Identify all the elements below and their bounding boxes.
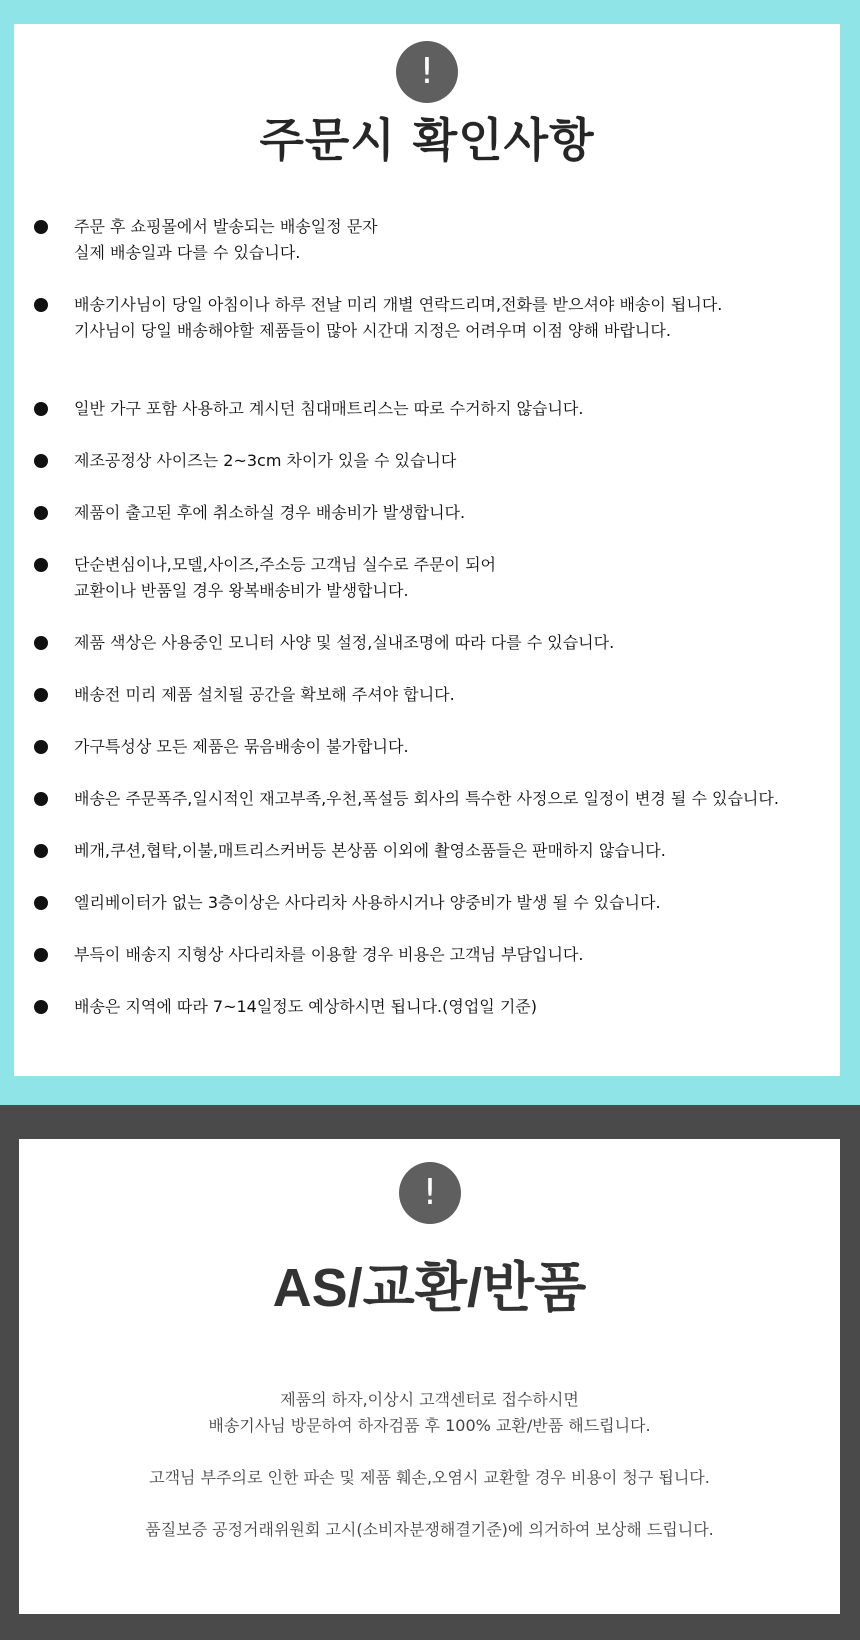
notice-text: 주문 후 쇼핑몰에서 발송되는 배송일정 문자 — [74, 217, 378, 236]
exclamation-symbol: ! — [422, 1172, 438, 1213]
bullet-icon — [34, 896, 48, 910]
as-text-line: 고객님 부주의로 인한 파손 및 제품 훼손,오염시 교환할 경우 비용이 청구 됩니다. — [149, 1468, 710, 1487]
bullet-icon — [34, 636, 48, 650]
notice-text: 단순변심이나,모델,사이즈,주소등 고객님 실수로 주문이 되어 — [74, 555, 497, 574]
notice-item — [34, 890, 834, 916]
notice-text: 일반 가구 포함 사용하고 계시던 침대매트리스는 따로 수거하지 않습니다. — [74, 399, 584, 418]
notice-text: 부득이 배송지 지형상 사다리차를 이용할 경우 비용은 고객님 부담입니다. — [74, 945, 584, 964]
as-paragraph-compensation — [19, 1517, 840, 1543]
notice-item — [34, 630, 834, 656]
notice-text: 베개,쿠션,협탁,이불,매트리스커버등 본상품 이외에 촬영소품들은 판매하지 않습니다. — [74, 841, 666, 860]
notice-item — [34, 682, 834, 708]
notice-text: 교환이나 반품일 경우 왕복배송비가 발생합니다. — [74, 581, 409, 600]
notice-list — [34, 214, 834, 1046]
bullet-icon — [34, 506, 48, 520]
notice-item — [34, 500, 834, 526]
notice-item — [34, 786, 834, 812]
bullet-icon — [34, 948, 48, 962]
notice-text: 배송전 미리 제품 설치될 공간을 확보해 주셔야 합니다. — [74, 685, 455, 704]
as-card — [19, 1139, 840, 1614]
bullet-icon — [34, 1000, 48, 1014]
notice-item — [34, 942, 834, 968]
exclamation-icon — [399, 1162, 461, 1224]
notice-item — [34, 396, 834, 422]
bullet-icon — [34, 688, 48, 702]
notice-text: 기사님이 당일 배송해야할 제품들이 많아 시간대 지정은 어려우며 이점 양해 바랍니다. — [74, 321, 671, 340]
notice-text: 배송은 지역에 따라 7~14일정도 예상하시면 됩니다.(영업일 기준) — [74, 997, 537, 1016]
notice-text: 배송기사님이 당일 아침이나 하루 전날 미리 개별 연락드리며,전화를 받으셔야 배송이 됩니다. — [74, 295, 723, 314]
notice-item — [34, 552, 834, 604]
as-text-line: 제품의 하자,이상시 고객센터로 접수하시면 — [280, 1390, 579, 1409]
notice-item — [34, 734, 834, 760]
notice-text: 제품이 출고된 후에 취소하실 경우 배송비가 발생합니다. — [74, 503, 466, 522]
order-notice-card — [14, 24, 840, 1076]
notice-text: 제품 색상은 사용중인 모니터 사양 및 설정,실내조명에 따라 다를 수 있습니다. — [74, 633, 615, 652]
notice-text: 배송은 주문폭주,일시적인 재고부족,우천,폭설등 회사의 특수한 사정으로 일정이 변경 될 수 있습니다. — [74, 789, 779, 808]
as-text-line: 배송기사님 방문하여 하자검품 후 100% 교환/반품 해드립니다. — [208, 1416, 651, 1435]
bullet-icon — [34, 298, 48, 312]
order-notice-title: 주문시 확인사항 — [259, 113, 595, 167]
bullet-icon — [34, 740, 48, 754]
as-paragraph-damage — [19, 1465, 840, 1491]
as-exchange-return-section — [0, 1105, 860, 1640]
as-paragraph-warranty — [19, 1387, 840, 1439]
bullet-icon — [34, 402, 48, 416]
as-title: AS/교환/반품 — [272, 1258, 587, 1318]
notice-text: 엘리베이터가 없는 3층이상은 사다리차 사용하시거나 양중비가 발생 될 수 있습니다. — [74, 893, 661, 912]
exclamation-icon — [396, 41, 458, 103]
notice-item — [34, 292, 834, 344]
notice-text: 가구특성상 모든 제품은 묶음배송이 불가합니다. — [74, 737, 409, 756]
bullet-icon — [34, 454, 48, 468]
exclamation-symbol: ! — [419, 51, 435, 92]
bullet-icon — [34, 792, 48, 806]
as-text-line: 품질보증 공정거래위원회 고시(소비자분쟁해결기준)에 의거하여 보상해 드립니다. — [145, 1520, 714, 1539]
bullet-icon — [34, 220, 48, 234]
bullet-icon — [34, 844, 48, 858]
notice-item — [34, 994, 834, 1020]
notice-item — [34, 838, 834, 864]
notice-text: 제조공정상 사이즈는 2~3cm 차이가 있을 수 있습니다 — [74, 451, 457, 470]
notice-item — [34, 448, 834, 474]
notice-item — [34, 214, 834, 266]
bullet-icon — [34, 558, 48, 572]
notice-text: 실제 배송일과 다를 수 있습니다. — [74, 243, 301, 262]
